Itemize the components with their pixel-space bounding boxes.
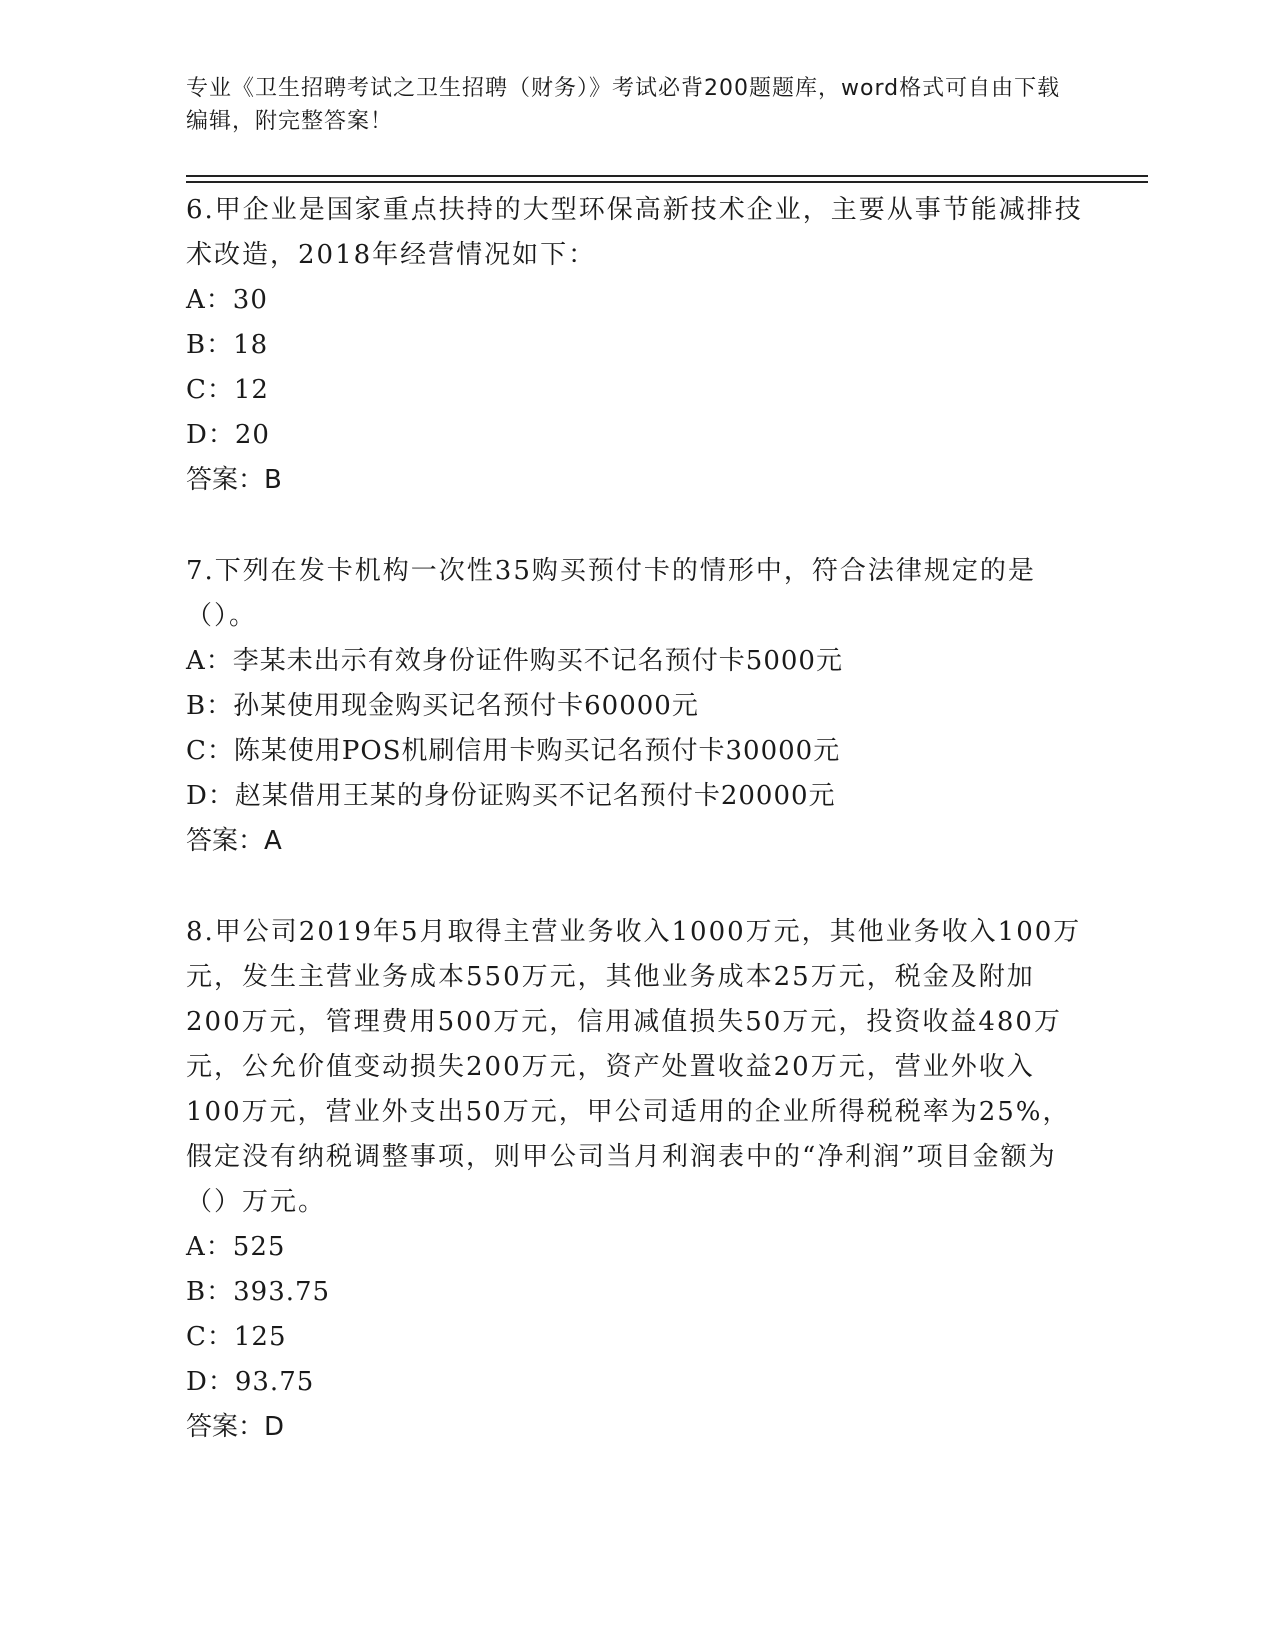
answer-line: 答案：A xyxy=(186,826,282,856)
answer-line: 答案：D xyxy=(186,1412,285,1442)
option-b: B：18 xyxy=(186,330,269,360)
question-7 xyxy=(186,549,1086,864)
option-a: A：30 xyxy=(186,285,268,315)
option-d: D：赵某借用王某的身份证购买不记名预付卡20000元 xyxy=(186,781,836,811)
header-divider-bottom xyxy=(186,181,1148,183)
question-8 xyxy=(186,910,1086,1450)
document-header: 专业《卫生招聘考试之卫生招聘（财务）》考试必背200题题库，word格式可自由下载编辑，附完整答案！ xyxy=(186,76,1061,134)
option-c: C：陈某使用POS机刷信用卡购买记名预付卡30000元 xyxy=(186,736,841,766)
answer-line: 答案：B xyxy=(186,465,282,495)
option-b: B：孙某使用现金购买记名预付卡60000元 xyxy=(186,691,699,721)
option-a: A：525 xyxy=(186,1232,286,1262)
question-list xyxy=(186,188,1086,1496)
option-c: C：125 xyxy=(186,1322,287,1352)
option-b: B：393.75 xyxy=(186,1277,331,1307)
header-divider-top xyxy=(186,175,1148,177)
question-text: 8.甲公司2019年5月取得主营业务收入1000万元，其他业务收入100万元，发生主营业务成本550万元，其他业务成本25万元，税金及附加200万元，管理费用500万元，信用减值损失50万元，投资收益480万元，公允价值变动损失200万元，资产处置收益20万元，营业外收入100万元，营业外支出50万元，甲公司适用的企业所得税税率为25%，假定没有纳税调整事项，则甲公司当月利润表中的“净利润”项目金额为（）万元。 xyxy=(186,917,1082,1217)
option-d: D：20 xyxy=(186,420,270,450)
question-text: 7.下列在发卡机构一次性35购买预付卡的情形中，符合法律规定的是（）。 xyxy=(186,556,1036,631)
option-d: D：93.75 xyxy=(186,1367,315,1397)
question-6 xyxy=(186,188,1086,503)
question-text: 6.甲企业是国家重点扶持的大型环保高新技术企业，主要从事节能减排技术改造，2018年经营情况如下： xyxy=(186,195,1083,270)
option-a: A：李某未出示有效身份证件购买不记名预付卡5000元 xyxy=(186,646,843,676)
option-c: C：12 xyxy=(186,375,269,405)
